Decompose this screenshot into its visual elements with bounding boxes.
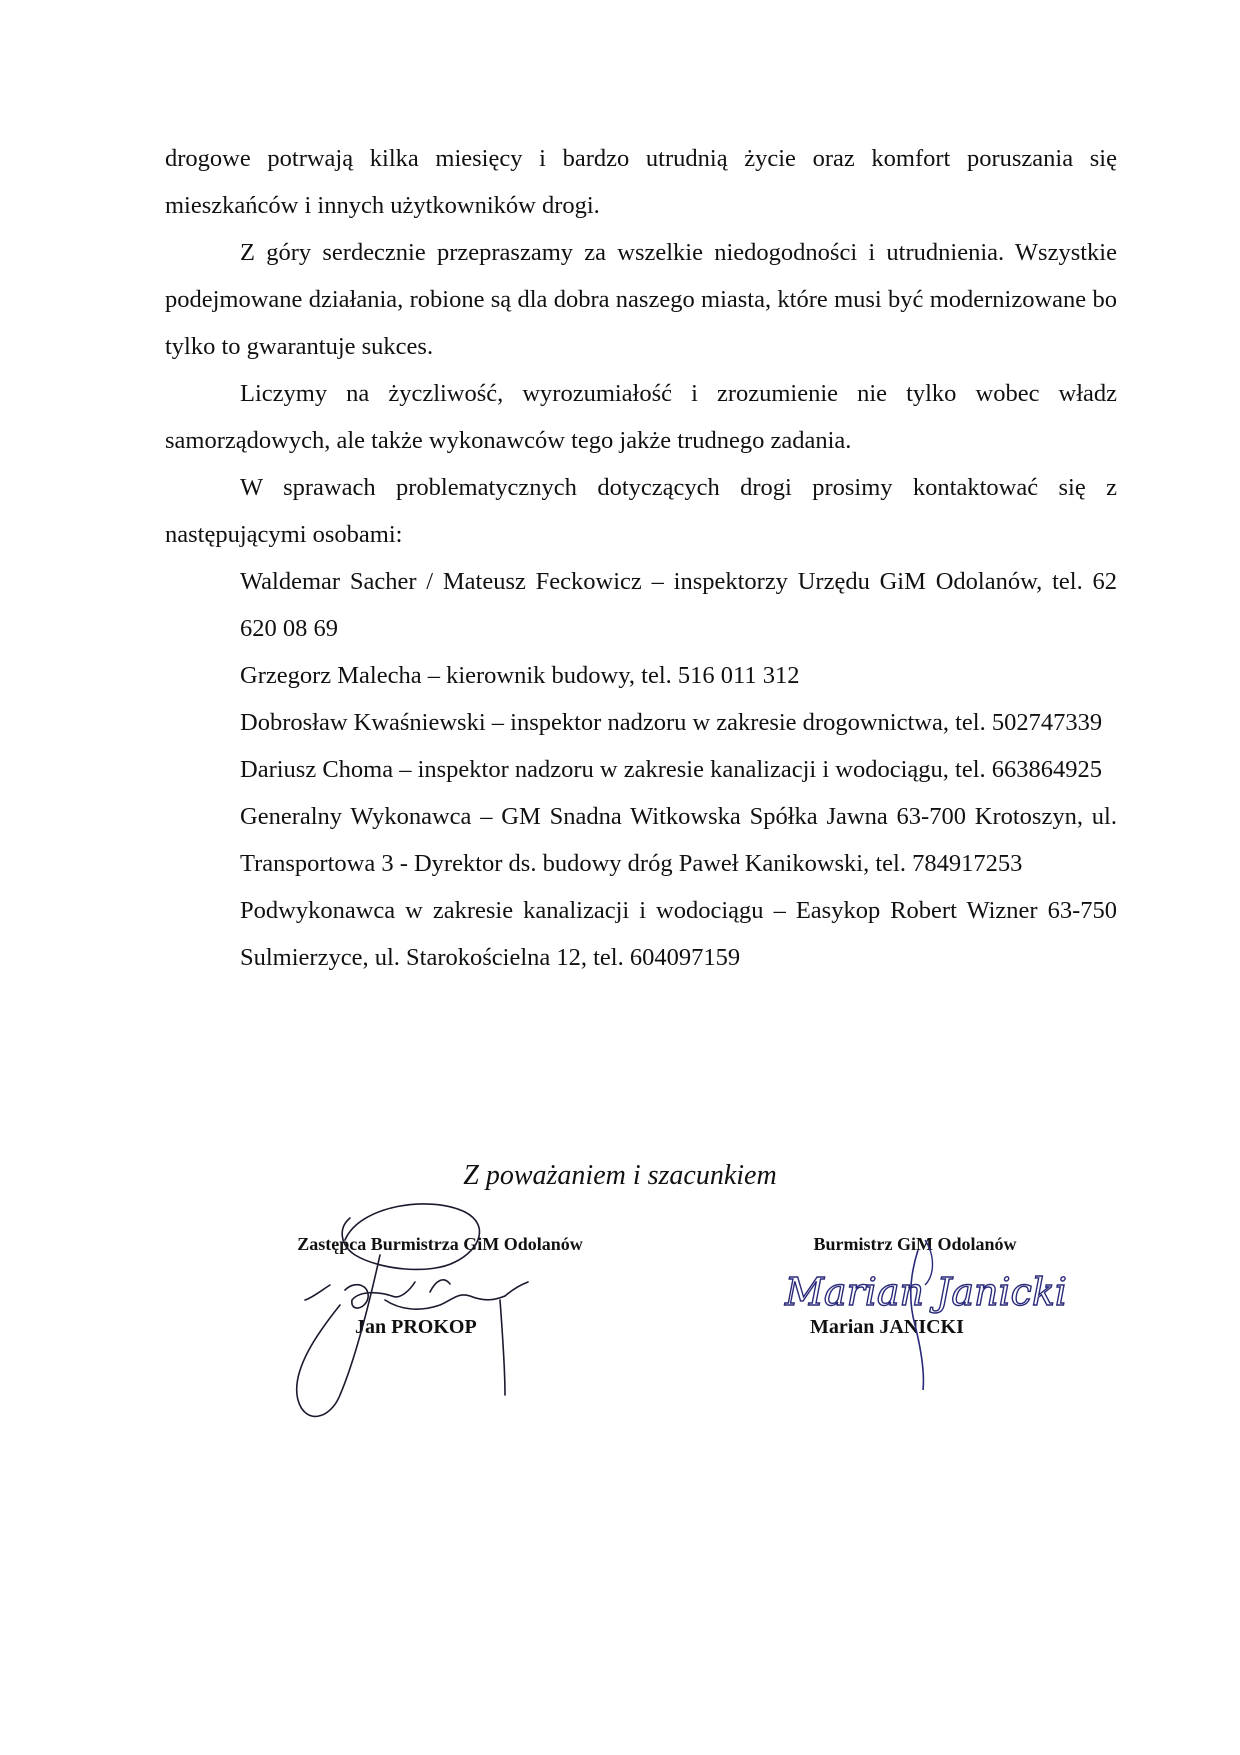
contact-entry: Generalny Wykonawca – GM Snadna Witkowska Spółka Jawna 63-700 Krotoszyn, ul. Transportowa 3 - Dyrektor ds. budowy dróg Paweł Kanikowski, tel. 784917253 [240,803,1117,877]
paragraph: W sprawach problematycznych dotyczących drogi prosimy kontaktować się z następującymi osobami: [165,474,1117,548]
letter-body [165,135,1117,981]
contact-entry: Podwykonawca w zakresie kanalizacji i wodociągu – Easykop Robert Wizner 63-750 Sulmierzyce, ul. Starokościelna 12, tel. 604097159 [240,897,1117,971]
signatory-name-mayor: Marian JANICKI [810,1316,964,1338]
paragraph: Liczymy na życzliwość, wyrozumiałość i zrozumienie nie tylko wobec władz samorządowych, ale także wykonawców tego jakże trudnego zadania. [165,380,1117,454]
signature-janicki [784,1240,1067,1390]
contact-entry: Waldemar Sacher / Mateusz Feckowicz – inspektorzy Urzędu GiM Odolanów, tel. 62 620 08 69 [240,568,1117,642]
paragraph: drogowe potrwają kilka miesięcy i bardzo utrudnią życie oraz komfort poruszania się mieszkańców i innych użytkowników drogi. [165,145,1117,219]
contact-entry: Dobrosław Kwaśniewski – inspektor nadzoru w zakresie drogownictwa, tel. 502747339 [240,709,1103,736]
signature-text: Marian Janicki [785,1270,1068,1314]
signatory-name-deputy-mayor: Jan PROKOP [355,1316,477,1338]
signatory-title-deputy-mayor: Zastępca Burmistrza GiM Odolanów [297,1234,583,1254]
closing-salutation: Z poważaniem i szacunkiem [463,1160,777,1191]
signatory-title-mayor: Burmistrz GiM Odolanów [813,1234,1017,1254]
contact-entry: Dariusz Choma – inspektor nadzoru w zakresie kanalizacji i wodociągu, tel. 663864925 [240,756,1103,783]
paragraph: Z góry serdecznie przepraszamy za wszelkie niedogodności i utrudnienia. Wszystkie podejmowane działania, robione są dla dobra naszego miasta, które musi być modernizowane bo tylko to gwarantuje sukces. [165,239,1117,360]
contact-entry: Grzegorz Malecha – kierownik budowy, tel. 516 011 312 [240,662,800,689]
